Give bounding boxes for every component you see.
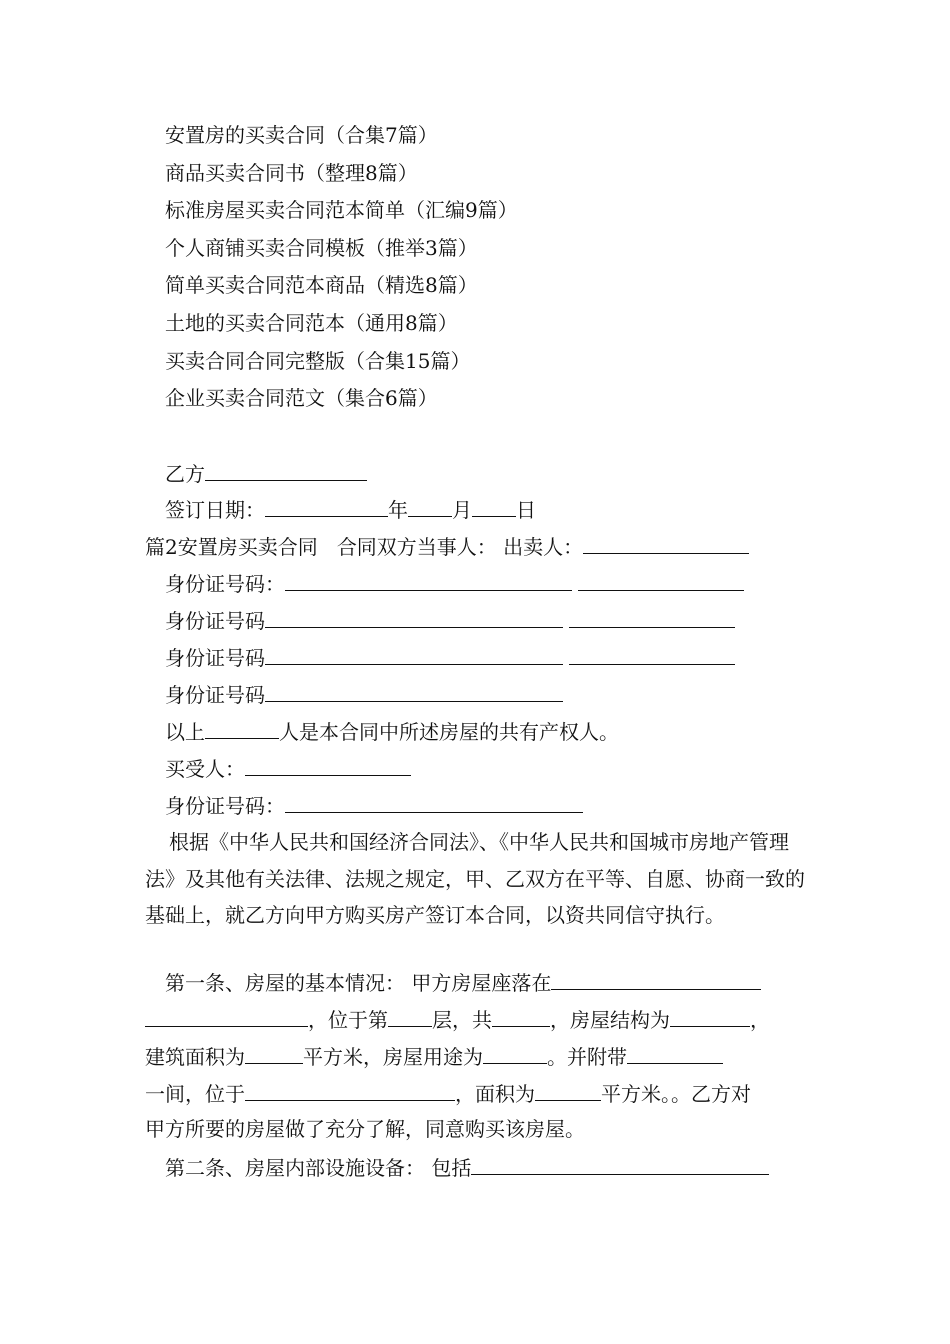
id-label: 身份证号码 xyxy=(165,609,265,633)
clause1-line5 xyxy=(145,1117,585,1141)
co-owners-suffix: 人是本合同中所述房屋的共有产权人。 xyxy=(279,720,619,744)
article-heading: 篇2安置房买卖合同 xyxy=(145,535,318,559)
toc-item[interactable]: 安置房的买卖合同（合集7篇） xyxy=(165,123,438,147)
clause1-text: 一间，位于 xyxy=(145,1082,245,1106)
sign-date-line xyxy=(165,496,536,522)
seller-blank xyxy=(583,533,749,554)
attached-location-blank xyxy=(245,1080,455,1101)
toc-item[interactable]: 标准房屋买卖合同范本简单（汇编9篇） xyxy=(165,198,518,223)
party-b-label: 乙方 xyxy=(165,462,205,486)
clause1-text: 层，共 xyxy=(432,1008,492,1032)
id-blank xyxy=(265,607,563,628)
sign-date-label: 签订日期： xyxy=(165,498,265,522)
preamble-paragraph: 根据《中华人民共和国经济合同法》、《中华人民共和国城市房地产管理法》及其他有关法律、法规之规定，甲、乙双方在平等、自愿、协商一致的基础上，就乙方向甲方购买房产签订本合同，以资共同信守执行。 xyxy=(145,830,805,928)
toc-item[interactable]: 简单买卖合同范本商品（精选8篇） xyxy=(165,273,478,298)
parties-label: 合同双方当事人： xyxy=(336,535,497,559)
toc-list xyxy=(165,117,518,418)
buyer-line xyxy=(165,755,411,781)
clause1-line2 xyxy=(145,1006,770,1032)
id-blank xyxy=(265,681,563,702)
id-label: 身份证号码： xyxy=(165,794,285,818)
article-heading-line xyxy=(145,533,749,559)
id-line xyxy=(165,570,744,596)
usage-blank xyxy=(483,1043,547,1064)
id-label: 身份证号码 xyxy=(165,683,265,707)
clause2-label: 第二条、房屋内部设施设备： xyxy=(165,1156,425,1180)
id-blank-extra xyxy=(569,644,735,665)
buyer-id-line xyxy=(165,792,583,818)
id-label: 身份证号码 xyxy=(165,646,265,670)
toc-item[interactable]: 商品买卖合同书（整理8篇） xyxy=(165,160,418,185)
buyer-blank xyxy=(245,755,411,776)
id-label: 身份证号码： xyxy=(165,572,285,596)
id-line xyxy=(165,644,735,670)
clause1-line3 xyxy=(145,1043,723,1069)
attached-blank xyxy=(627,1043,723,1064)
co-owners-prefix: 以上 xyxy=(165,720,205,744)
clause2-text: 包括 xyxy=(431,1156,472,1180)
clause1-label: 第一条、房屋的基本情况： xyxy=(165,971,405,995)
toc-item[interactable]: 买卖合同合同完整版（合集15篇） xyxy=(165,348,471,373)
seller-label: 出卖人： xyxy=(503,535,584,559)
clause1-text: ，位于第 xyxy=(308,1008,388,1032)
total-floors-blank xyxy=(492,1006,550,1027)
clause1-line1 xyxy=(165,969,761,995)
month-label: 月 xyxy=(452,498,472,522)
clause1-text: ， xyxy=(750,1008,770,1032)
area-blank xyxy=(245,1043,303,1064)
toc-item[interactable]: 企业买卖合同范文（集合6篇） xyxy=(165,386,438,411)
id-blank xyxy=(285,792,583,813)
month-blank xyxy=(408,496,452,517)
party-b-line xyxy=(165,460,367,486)
id-line xyxy=(165,607,735,633)
toc-item[interactable]: 个人商铺买卖合同模板（推举3篇） xyxy=(165,235,478,260)
year-blank xyxy=(265,496,388,517)
id-blank-extra xyxy=(578,570,744,591)
clause2-line1 xyxy=(165,1154,769,1180)
clause1-text: 甲方所要的房屋做了充分了解，同意购买该房屋。 xyxy=(145,1117,585,1141)
location-blank xyxy=(551,969,761,990)
id-blank-extra xyxy=(569,607,735,628)
clause1-text: 建筑面积为 xyxy=(145,1045,245,1069)
facilities-blank xyxy=(471,1154,769,1175)
attached-area-blank xyxy=(535,1080,601,1101)
year-label: 年 xyxy=(388,498,408,522)
clause1-text: ，面积为 xyxy=(455,1082,535,1106)
clause1-text: 平方米，房屋用途为 xyxy=(303,1045,483,1069)
clause1-line4 xyxy=(145,1080,751,1106)
id-line xyxy=(165,681,563,707)
floor-blank xyxy=(388,1006,432,1027)
structure-blank xyxy=(670,1006,750,1027)
day-label: 日 xyxy=(516,498,536,522)
day-blank xyxy=(472,496,516,517)
buyer-label: 买受人： xyxy=(165,757,245,781)
id-blank xyxy=(285,570,572,591)
co-owners-line xyxy=(165,718,619,744)
party-b-blank xyxy=(205,460,367,481)
id-blank xyxy=(265,644,563,665)
clause1-text: 甲方房屋座落在 xyxy=(411,971,552,995)
clause1-text: 。并附带 xyxy=(547,1045,627,1069)
clause1-text: ，房屋结构为 xyxy=(550,1008,670,1032)
toc-item[interactable]: 土地的买卖合同范本（通用8篇） xyxy=(165,310,458,335)
co-owners-blank xyxy=(205,718,279,739)
location-blank-cont xyxy=(145,1006,308,1027)
clause1-text: 平方米。。乙方对 xyxy=(601,1082,751,1106)
